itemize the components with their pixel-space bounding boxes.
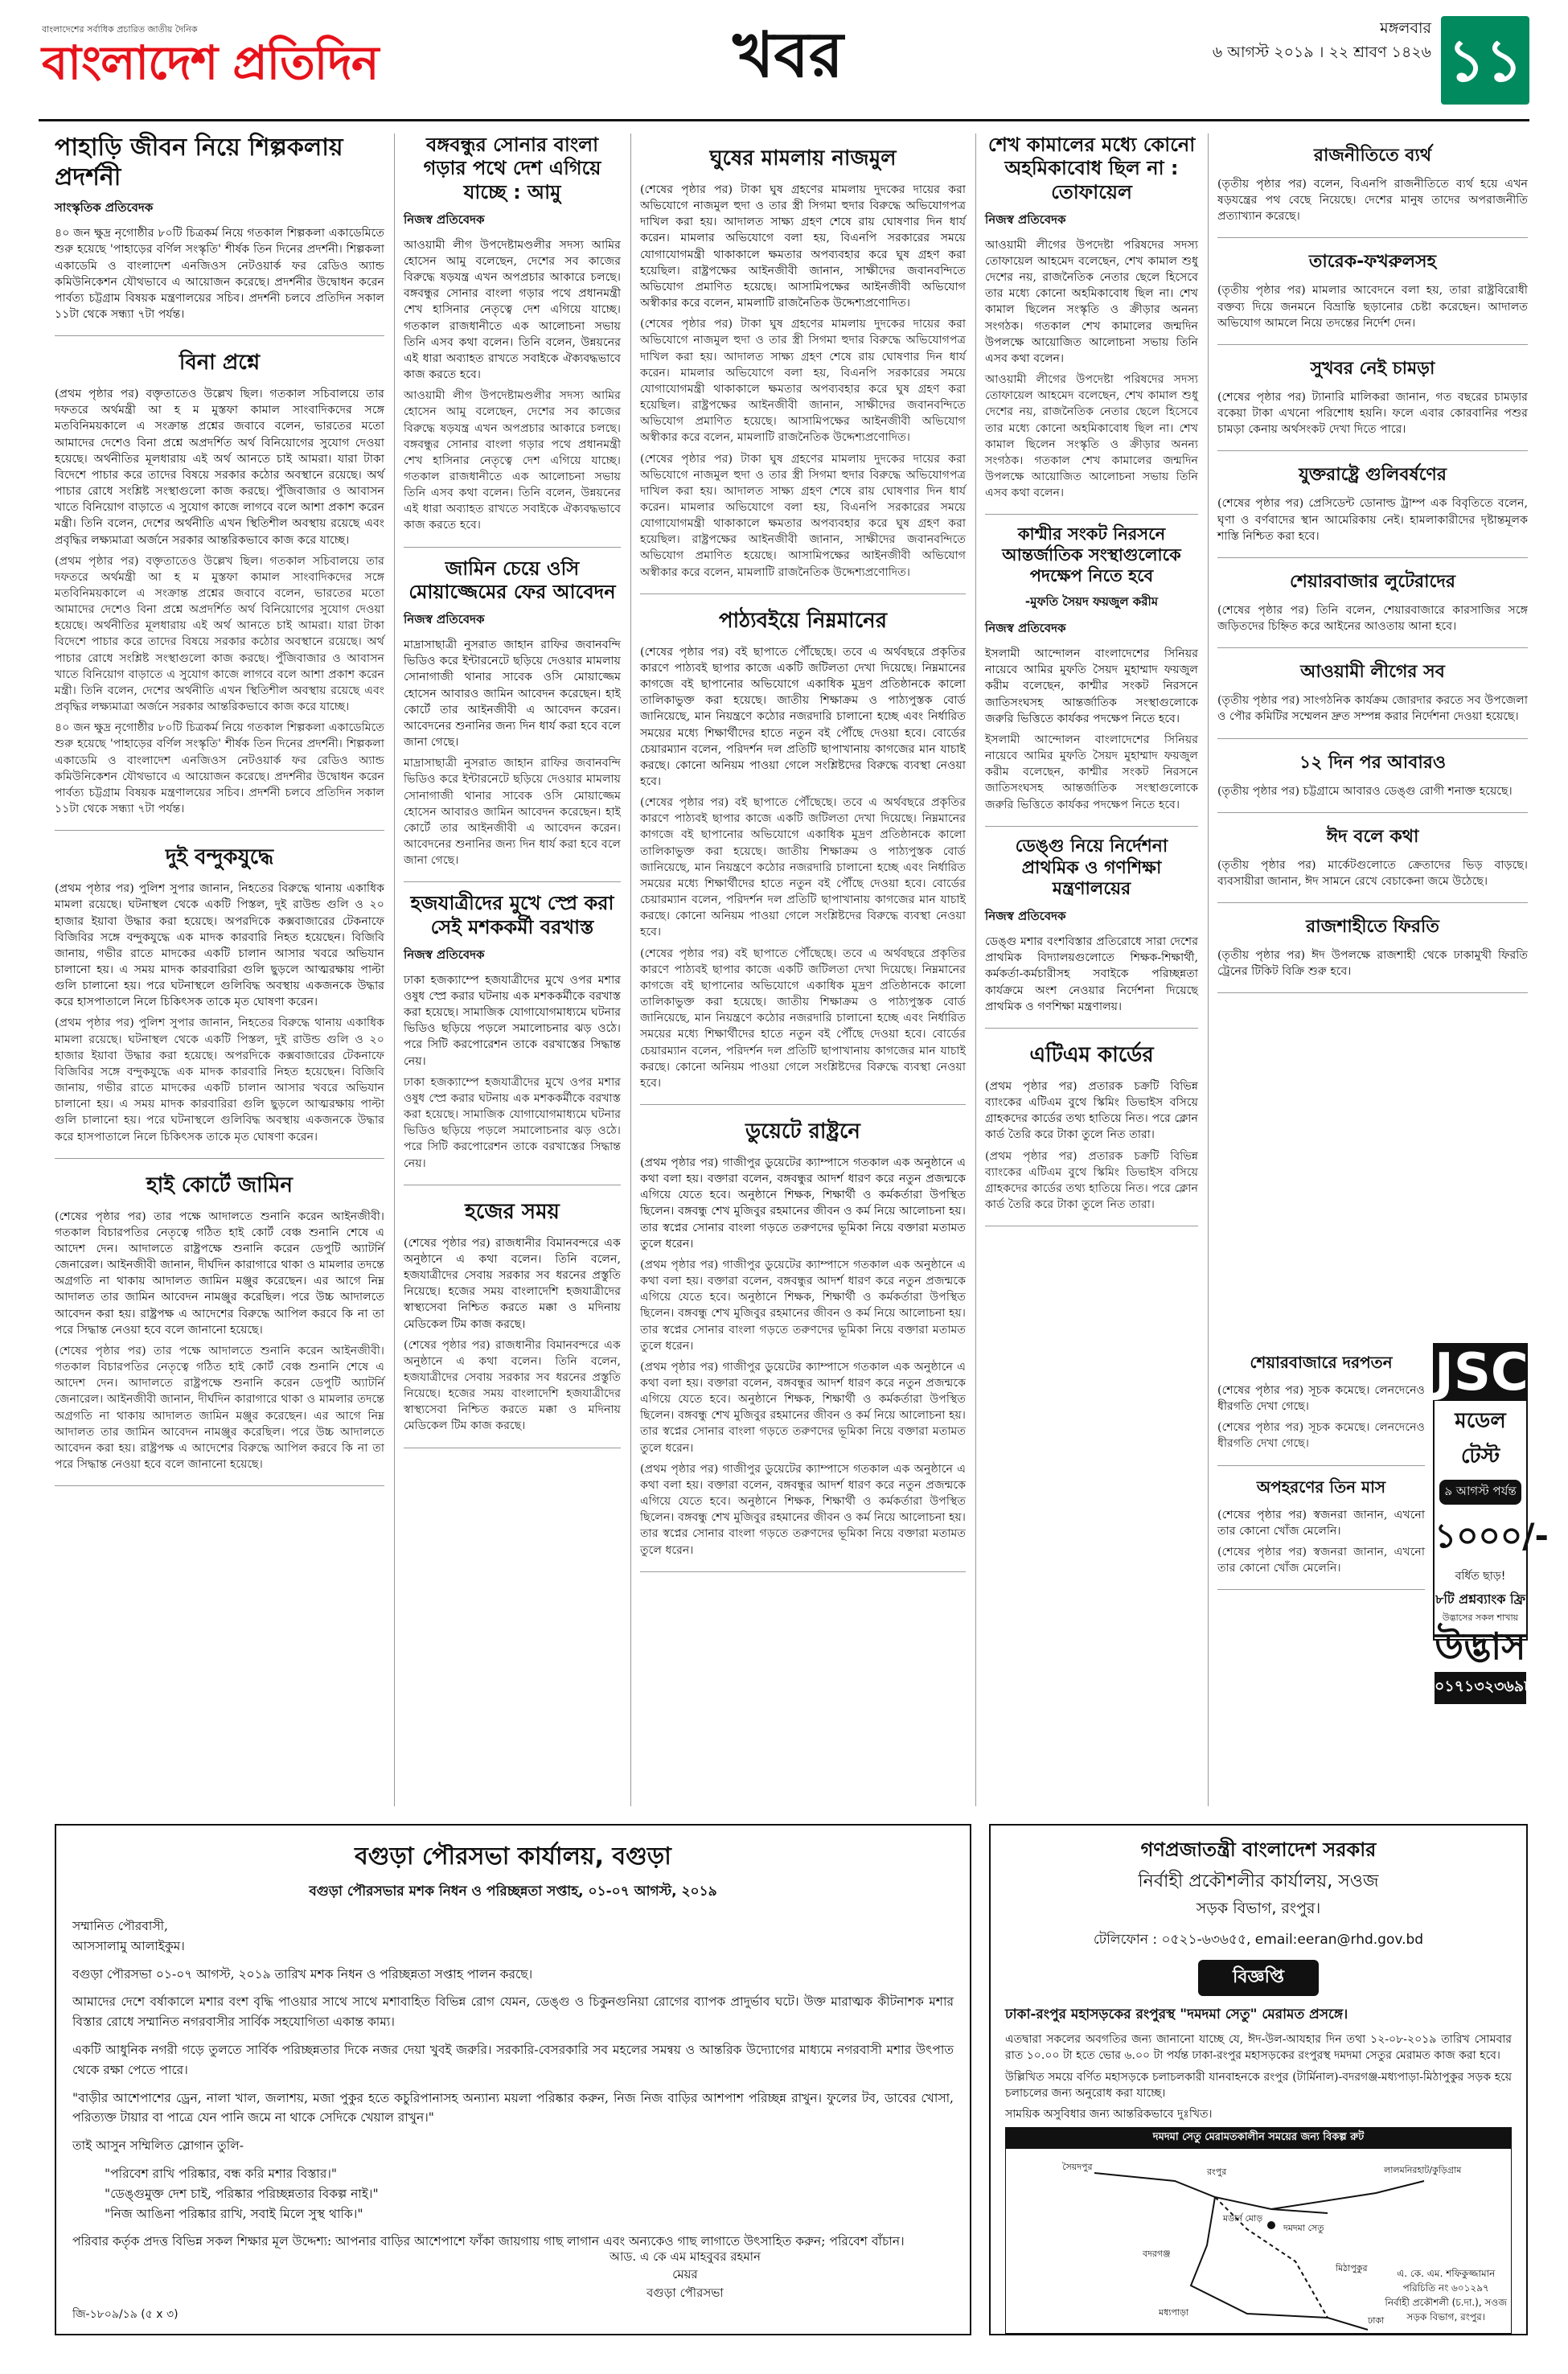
headline[interactable]: হজযাত্রীদের মুখে স্প্রে করা সেই মশককর্মী বরখাস্ত [410, 892, 614, 939]
body: (প্রথম পৃষ্ঠার পর) প্রতারক চক্রটি বিভিন্ন ব্যাংকের এটিএম বুথে স্কিমিং ডিভাইস বসিয়ে গ্রাহকদের কার্ডের তথ্য হাতিয়ে নিত। পরে ক্লোন কার্ড তৈরি করে টাকা তুলে নিত তারা। [985, 1079, 1198, 1142]
headline[interactable]: দুই বন্দুকযুদ্ধে [165, 845, 274, 870]
story-12-days [1217, 749, 1528, 813]
body: (শেষের পৃষ্ঠার পর) বই ছাপাতে পৌঁছেছে। তবে এ অর্থবছরে প্রকৃতির কারণে পাঠ্যবই ছাপার কাজে একটি জটিলতা দেখা দিয়েছে। নিম্নমানের কাগজে বই ছাপানোর অভিযোগে একাধিক মুদ্রণ প্রতিষ্ঠানকে কালো তালিকাভুক্ত করা হয়েছে। জাতীয় শিক্ষাক্রম ও পাঠ্যপুস্তক বোর্ড জানিয়েছে, মান নিয়ন্ত্রণে কঠোর নজরদারি চালানো হচ্ছে এবং নির্ধারিত সময়ের মধ্যে শিক্ষার্থীদের হাতে নতুন বই পৌঁছে দেওয়া হবে। বোর্ডের চেয়ারম্যান বলেন, পরিদর্শন দল প্রতিটি ছাপাখানায় কাগজের মান যাচাই করছে। কোনো অনিয়ম পাওয়া গেলে সংশ্লিষ্টদের বিরুদ্ধে ব্যবস্থা নেওয়া হবে। [640, 796, 966, 939]
body: মাদ্রাসাছাত্রী নুসরাত জাহান রাফির জবানবন্দি ভিডিও করে ইন্টারনেটে ছড়িয়ে দেওয়ার মামলায় সোনাগাজী থানার সাবেক ওসি মোয়াজ্জেম হোসেন আবারও জামিন আবেদন করেছেন। হাই কোর্টে তার আইনজীবী এ আবেদন করেন। আবেদনের শুনানির জন্য দিন ধার্য করা হবে বলে জানা গেছে। [404, 639, 621, 750]
road-line [1271, 2181, 1424, 2209]
ad-jsc-deadline: ৯ আগস্ট পর্যন্ত [1439, 1480, 1521, 1505]
body: (শেষের পৃষ্ঠার পর) স্বজনরা জানান, এখনো তার কোনো খোঁজ মেলেনি। [1217, 1545, 1425, 1575]
column-divider [1208, 133, 1209, 1806]
story-eid [1217, 823, 1528, 903]
body: (তৃতীয় পৃষ্ঠার পর) মামলার আবেদনে বলা হয়, তারা রাষ্ট্রবিরোধী বক্তব্য দিয়ে জনমনে বিভ্রান্তি ছড়ানোর চেষ্টা করেছেন। আদালত অভিযোগ আমলে নিয়ে তদন্তের নির্দেশ দেন। [1217, 284, 1528, 330]
body: (প্রথম পৃষ্ঠার পর) পুলিশ সুপার জানান, নিহতের বিরুদ্ধে থানায় একাধিক মামলা রয়েছে। ঘটনাস্থল থেকে একটি পিস্তল, দুই রাউন্ড গুলি ও ২০ হাজার ইয়াবা উদ্ধার করা হয়েছে। অপরদিকে কক্সবাজারের টেকনাফে বিজিবির সঙ্গে বন্দুকযুদ্ধে এক মাদক কারবারি নিহত হয়েছেন। বিজিবি জানায়, গভীর রাতে মাদকের একটি চালান আসার খবরে অভিযান চালানো হয়। এ সময় মাদক কারবারিরা গুলি ছুড়লে আত্মরক্ষায় পাল্টা গুলি চালানো হয়। পরে ঘটনাস্থলে গুলিবিদ্ধ অবস্থায় একজনকে উদ্ধার করে হাসপাতালে নিলে চিকিৎসক তাকে মৃত ঘোষণা করেন। [55, 1017, 384, 1144]
byline: সাংস্কৃতিক প্রতিবেদক [55, 200, 154, 216]
headline[interactable]: সুখবর নেই চামড়া [1310, 358, 1435, 379]
body: (শেষের পৃষ্ঠার পর) টাকা ঘুষ গ্রহণের মামলায় দুদকের দায়ের করা অভিযোগে নাজমুল হুদা ও তার স্ত্রী সিগমা হুদার বিরুদ্ধে অভিযোগপত্র দাখিল করা হয়। আদালত সাক্ষ্য গ্রহণ শেষে রায় ঘোষণার দিন ধার্য করেন। মামলার অভিযোগে বলা হয়, বিএনপি সরকারের সময়ে যোগাযোগমন্ত্রী থাকাকালে ক্ষমতার অপব্যবহার করে ঘুষ গ্রহণ করা হয়েছিল। রাষ্ট্রপক্ষের আইনজীবী জানান, সাক্ষীদের জবানবন্দিতে অভিযোগ প্রমাণিত হয়েছে। আসামিপক্ষের আইনজীবী অভিযোগ অস্বীকার করে বলেন, মামলাটি রাজনৈতিক উদ্দেশ্যপ্রণোদিত। [640, 183, 966, 310]
gov-paragraph: সাময়িক অসুবিধার জন্য আন্তরিকভাবে দুঃখিত। [1005, 2108, 1213, 2121]
map-label-domdoma-bridge: দমদমা সেতু [1283, 2223, 1324, 2234]
page-number: ১১ [1441, 16, 1529, 105]
body: ৪০ জন ক্ষুদ্র নৃগোষ্ঠীর ৮০টি চিত্রকর্ম নিয়ে গতকাল শিল্পকলা একাডেমিতে শুরু হয়েছে 'পাহাড়ের বর্ণিল সংস্কৃতি' শীর্ষক তিন দিনের প্রদর্শনী। শিল্পকলা একাডেমি ও বাংলাদেশ এনজিওস নেটওয়ার্ক ফর রেডিও অ্যান্ড কমিউনিকেশন যৌথভাবে এ আয়োজন করেছে। প্রদর্শনীর উদ্বোধন করেন পার্বত্য চট্টগ্রাম বিষয়ক মন্ত্রণালয়ের সচিব। প্রদর্শনী চলবে প্রতিদিন সকাল ১১টা থেকে সন্ধ্যা ৭টা পর্যন্ত। [55, 721, 384, 816]
gov-office: নির্বাহী প্রকৌশলীর কার্যালয়, সওজ [1138, 1871, 1379, 1891]
headline[interactable]: পাহাড়ি জীবন নিয়ে শিল্পকলায় প্রদর্শনী [55, 133, 343, 191]
route-map-title: দমদমা সেতু মেরামতকালীন সময়ের জন্য বিকল্প রুট [1005, 2127, 1512, 2149]
body: ঢাকা হজক্যাম্পে হজযাত্রীদের মুখে ওপর মশার ওষুধ স্প্রে করার ঘটনায় এক মশককর্মীকে বরখাস্ত করা হয়েছে। সামাজিক যোগাযোগমাধ্যমে ঘটনার ভিডিও ছড়িয়ে পড়লে সমালোচনার ঝড় ওঠে। পরে সিটি করপোরেশন তাকে বরখাস্তের সিদ্ধান্ত নেয়। [404, 973, 621, 1068]
body: (শেষের পৃষ্ঠার পর) রাজধানীর বিমানবন্দরে এক অনুষ্ঠানে এ কথা বলেন। তিনি বলেন, হজযাত্রীদের সেবায় সরকার সব ধরনের প্রস্তুতি নিয়েছে। হজের সময় বাংলাদেশি হজযাত্রীদের স্বাস্থ্যসেবা নিশ্চিত করতে মক্কা ও মদিনায় মেডিকেল টিম কাজ করছে। [404, 1338, 621, 1433]
signatory-title: মেয়র [672, 2267, 698, 2282]
body: আওয়ামী লীগ উপদেষ্টামণ্ডলীর সদস্য আমির হোসেন আমু বলেছেন, দেশের সব কাজের বিরুদ্ধে ষড়যন্ত্র এখন অপপ্রচার আকারে চলছে। বঙ্গবন্ধুর সোনার বাংলা গড়ার পথে প্রধানমন্ত্রী শেখ হাসিনার নেতৃত্বে দেশ এগিয়ে যাচ্ছে। গতকাল রাজধানীতে এক আলোচনা সভায় তিনি এসব কথা বলেন। তিনি বলেন, উন্নয়নের এই ধারা অব্যাহত রাখতে সবাইকে ঐক্যবদ্ধভাবে কাজ করতে হবে। [404, 238, 621, 382]
map-label-saidpur: সৈয়দপুর [1062, 2162, 1093, 2173]
body: (শেষের পৃষ্ঠার পর) টাকা ঘুষ গ্রহণের মামলায় দুদকের দায়ের করা অভিযোগে নাজমুল হুদা ও তার স্ত্রী সিগমা হুদার বিরুদ্ধে অভিযোগপত্র দাখিল করা হয়। আদালত সাক্ষ্য গ্রহণ শেষে রায় ঘোষণার দিন ধার্য করেন। মামলার অভিযোগে বলা হয়, বিএনপি সরকারের সময়ে যোগাযোগমন্ত্রী থাকাকালে ক্ষমতার অপব্যবহার করে ঘুষ গ্রহণ করা হয়েছিল। রাষ্ট্রপক্ষের আইনজীবী জানান, সাক্ষীদের জবানবন্দিতে অভিযোগ প্রমাণিত হয়েছে। আসামিপক্ষের আইনজীবী অভিযোগ অস্বীকার করে বলেন, মামলাটি রাজনৈতিক উদ্দেশ্যপ্রণোদিত। [640, 318, 966, 445]
dateline [1213, 16, 1431, 65]
body: (তৃতীয় পৃষ্ঠার পর) সাংগঠনিক কার্যক্রম জোরদার করতে সব উপজেলা ও পৌর কমিটির সম্মেলন দ্রুত সম্পন্ন করার নির্দেশনা দেওয়া হয়েছে। [1217, 694, 1528, 724]
body: (প্রথম পৃষ্ঠার পর) বক্তৃতাতেও উল্লেখ ছিল। গতকাল সচিবালয়ে তার দফতরে অর্থমন্ত্রী আ হ ম মুস্তফা কামাল সাংবাদিকদের সঙ্গে মতবিনিময়কালে এ সংক্রান্ত প্রশ্নের জবাবে বলেন, ভারতের মতো আমাদের দেশেও বিনা প্রশ্নে অপ্রদর্শিত অর্থ বিনিয়োগের সুযোগ দেওয়া হয়েছে। অর্থনীতির মূলধারায় এই অর্থ আনতে চাই আমরা। যারা টাকা বিদেশে পাচার করে তাদের বিষয়ে সরকার কঠোর অবস্থানে রয়েছে। অর্থ পাচার রোধে সংশ্লিষ্ট সংস্থাগুলো কাজ করছে। পুঁজিবাজার ও আবাসন খাতে বিনিয়োগ বাড়াতে এ সুযোগ কাজে লাগবে বলে আশা প্রকাশ করেন মন্ত্রী। তিনি বলেন, দেশের অর্থনীতি এখন স্থিতিশীল অবস্থায় রয়েছে এবং প্রবৃদ্ধির লক্ষ্যমাত্রা অর্জনে সরকার আন্তরিকভাবে কাজ করে যাচ্ছে। [55, 554, 384, 714]
gov-subject: ঢাকা-রংপুর মহাসড়কের রংপুরস্থ "দমদমা সেতু" মেরামত প্রসঙ্গে। [1005, 2006, 1348, 2023]
quote-attribution: -মুফতি সৈয়দ ফয়জুল করীম [1024, 594, 1159, 610]
body: ৪০ জন ক্ষুদ্র নৃগোষ্ঠীর ৮০টি চিত্রকর্ম নিয়ে গতকাল শিল্পকলা একাডেমিতে শুরু হয়েছে 'পাহাড়ের বর্ণিল সংস্কৃতি' শীর্ষক তিন দিনের প্রদর্শনী। শিল্পকলা একাডেমি ও বাংলাদেশ এনজিওস নেটওয়ার্ক ফর রেডিও অ্যান্ড কমিউনিকেশন যৌথভাবে এ আয়োজন করেছে। প্রদর্শনীর উদ্বোধন করেন পার্বত্য চট্টগ্রাম বিষয়ক মন্ত্রণালয়ের সচিব। প্রদর্শনী চলবে প্রতিদিন সকাল ১১টা থেকে সন্ধ্যা ৭টা পর্যন্ত। [55, 227, 384, 321]
body: (শেষের পৃষ্ঠার পর) সূচক কমেছে। লেনদেনেও ধীরগতি দেখা গেছে। [1217, 1421, 1425, 1451]
headline[interactable]: পাঠ্যবইয়ে নিম্নমানের [718, 608, 887, 633]
notice-subtitle: বগুড়া পৌরসভার মশক নিধন ও পরিচ্ছন্নতা সপ্তাহ, ০১-০৭ আগস্ট, ২০১৯ [309, 1883, 717, 1900]
column-2 [404, 133, 621, 1806]
body: মাদ্রাসাছাত্রী নুসরাত জাহান রাফির জবানবন্দি ভিডিও করে ইন্টারনেটে ছড়িয়ে দেওয়ার মামলায় সোনাগাজী থানার সাবেক ওসি মোয়াজ্জেম হোসেন আবারও জামিন আবেদন করেছেন। হাই কোর্টে তার আইনজীবী এ আবেদন করেন। আবেদনের শুনানির জন্য দিন ধার্য করা হবে বলে জানা গেছে। [404, 757, 621, 868]
newspaper-logo[interactable] [42, 23, 428, 111]
headline[interactable]: ঘুষের মামলায় নাজমুল [709, 146, 897, 170]
body: (প্রথম পৃষ্ঠার পর) পুলিশ সুপার জানান, নিহতের বিরুদ্ধে থানায় একাধিক মামলা রয়েছে। ঘটনাস্থল থেকে একটি পিস্তল, দুই রাউন্ড গুলি ও ২০ হাজার ইয়াবা উদ্ধার করা হয়েছে। অপরদিকে কক্সবাজারের টেকনাফে বিজিবির সঙ্গে বন্দুকযুদ্ধে এক মাদক কারবারি নিহত হয়েছেন। বিজিবি জানায়, গভীর রাতে মাদকের একটি চালান আসার খবরে অভিযান চালানো হয়। এ সময় মাদক কারবারিরা গুলি ছুড়লে আত্মরক্ষায় পাল্টা গুলি চালানো হয়। পরে ঘটনাস্থলে গুলিবিদ্ধ অবস্থায় একজনকে উদ্ধার করে হাসপাতালে নিলে চিকিৎসক তাকে মৃত ঘোষণা করেন। [55, 882, 384, 1009]
story-amu [404, 133, 621, 548]
section-title: খবর [733, 19, 844, 92]
ad-jsc-brand: উদ্ভাস [1435, 1624, 1526, 1669]
headline[interactable]: ১২ দিন পর আবারও [1299, 752, 1447, 773]
gov-signatory-title: নির্বাহী প্রকৌশলী (চ.দা.), সওজ [1385, 2297, 1507, 2308]
notice-paragraph: একটি আধুনিক নগরী গড়ে তুলতে সার্বিক পরিচ্ছন্নতার দিকে নজর দেয়া খুবই জরুরি। সরকারি-বেসরকারি সব মহলের সমন্বয় ও আন্তরিক উদ্যোগের মাধ্যমে নগরবাসী মশার উৎপাত থেকে রক্ষা পেতে পারে। [72, 2042, 954, 2077]
notice-paragraph: পরিবার কর্তৃক প্রদত্ত বিভিন্ন সকল শিক্ষার মূল উদ্দেশ্য: আপনার বাড়ির আশেপাশে ফাঁকা জায়গায় গাছ লাগান এবং অন্যকেও গাছ লাগাতে উৎসাহিত করুন; পরিবেশ বাঁচান। [72, 2234, 905, 2249]
logo-tagline: বাংলাদেশের সর্বাধিক প্রচারিত জাতীয় দৈনিক [42, 24, 198, 35]
column-5 [1217, 133, 1528, 1332]
logo-brand: বাংলাদেশ প্রতিদিন [42, 35, 379, 90]
notice-signature [610, 2248, 761, 2302]
story-awami-league [1217, 658, 1528, 738]
body: ইসলামী আন্দোলন বাংলাদেশের সিনিয়র নায়েবে আমির মুফতি সৈয়দ মুহাম্মাদ ফয়জুল করীম বলেছেন, কাশ্মীর সংকট নিরসনে জাতিসংঘসহ আন্তর্জাতিক সংস্থাগুলোকে জরুরি ভিত্তিতে কার্যকর পদক্ষেপ নিতে হবে। [985, 733, 1198, 811]
body: (তৃতীয় পৃষ্ঠার পর) চট্টগ্রামে আবারও ডেঙ্গু রোগী শনাক্ত হয়েছে। [1217, 784, 1513, 798]
story-high-court-bail [55, 1169, 384, 1487]
body: ঢাকা হজক্যাম্পে হজযাত্রীদের মুখে ওপর মশার ওষুধ স্প্রে করার ঘটনায় এক মশককর্মীকে বরখাস্ত করা হয়েছে। সামাজিক যোগাযোগমাধ্যমে ঘটনার ভিডিও ছড়িয়ে পড়লে সমালোচনার ঝড় ওঠে। পরে সিটি করপোরেশন তাকে বরখাস্তের সিদ্ধান্ত নেয়। [404, 1075, 621, 1170]
ad-jsc-subheading: মডেল টেস্ট [1455, 1409, 1506, 1469]
signatory-name: আড. এ কে এম মাহবুবর রহমান [609, 2249, 761, 2264]
byline: নিজস্ব প্রতিবেদক [404, 612, 485, 627]
body: (প্রথম পৃষ্ঠার পর) গাজীপুর ডুয়েটের ক্যাম্পাসে গতকাল এক অনুষ্ঠানে এ কথা বলা হয়। বক্তারা বলেন, বঙ্গবন্ধুর আদর্শ ধারণ করে নতুন প্রজন্মকে এগিয়ে যেতে হবে। অনুষ্ঠানে শিক্ষক, শিক্ষার্থী ও কর্মকর্তারা উপস্থিত ছিলেন। বঙ্গবন্ধু শেখ মুজিবুর রহমানের জীবন ও কর্ম নিয়ে আলোচনা হয়। তার স্বপ্নের সোনার বাংলা গড়তে তরুণদের ভূমিকা নিয়ে বক্তারা মতামত তুলে ধরেন। [640, 1156, 966, 1251]
map-label-mithapukur: মিঠাপুকুর [1336, 2263, 1368, 2274]
byline: নিজস্ব প্রতিবেদক [404, 947, 485, 962]
ad-jsc-price: ১০০০/- [1435, 1516, 1549, 1556]
ad-jsc-discount: বর্ধিত ছাড়! [1455, 1570, 1506, 1583]
headline[interactable]: আওয়ামী লীগের সব [1300, 662, 1445, 683]
story-dengue-directive [985, 836, 1198, 1029]
gov-signatory-id: পরিচিতি নং ৬০১২৯৭ [1402, 2282, 1489, 2294]
body: আওয়ামী লীগ উপদেষ্টামণ্ডলীর সদস্য আমির হোসেন আমু বলেছেন, দেশের সব কাজের বিরুদ্ধে ষড়যন্ত্র এখন অপপ্রচার আকারে চলছে। বঙ্গবন্ধুর সোনার বাংলা গড়ার পথে প্রধানমন্ত্রী শেখ হাসিনার নেতৃত্বে দেশ এগিয়ে যাচ্ছে। গতকাল রাজধানীতে এক আলোচনা সভায় তিনি এসব কথা বলেন। তিনি বলেন, উন্নয়নের এই ধারা অব্যাহত রাখতে সবাইকে ঐক্যবদ্ধভাবে কাজ করতে হবে। [404, 389, 621, 532]
story-pahari-exhibition [55, 133, 384, 336]
date: ৬ আগস্ট ২০১৯ । ২২ শ্রাবণ ১৪২৬ [1212, 43, 1431, 62]
headline[interactable]: হাই কোর্টে জামিন [146, 1173, 293, 1197]
bridge-marker [1267, 2221, 1275, 2229]
headline[interactable]: অপহরণের তিন মাস [1256, 1477, 1386, 1497]
body: (তৃতীয় পৃষ্ঠার পর) ঈদ উপলক্ষে রাজশাহী থেকে ঢাকামুখী ফিরতি ট্রেনের টিকিট বিক্রি শুরু হবে। [1217, 948, 1528, 979]
body: (শেষের পৃষ্ঠার পর) তার পক্ষে আদালতে শুনানি করেন আইনজীবী। গতকাল বিচারপতির নেতৃত্বে গঠিত হাই কোর্ট বেঞ্চ শুনানি শেষে এ আদেশ দেন। আদালতে রাষ্ট্রপক্ষে শুনানি করেন ডেপুটি অ্যাটর্নি জেনারেল। আইনজীবী জানান, দীর্ঘদিন কারাগারে থাকা ও মামলার তদন্তে অগ্রগতি না থাকায় আদালত জামিন মঞ্জুর করেছেন। এর আগে নিম্ন আদালত তার জামিন আবেদন নামঞ্জুর করেছিল। পরে উচ্চ আদালতে আবেদন করা হয়। রাষ্ট্রপক্ষ এ আদেশের বিরুদ্ধে আপিল করবে কি না তা পরে সিদ্ধান্ত নেওয়া হবে বলে জানানো হয়েছে। [55, 1210, 384, 1337]
body: (প্রথম পৃষ্ঠার পর) প্রতারক চক্রটি বিভিন্ন ব্যাংকের এটিএম বুথে স্কিমিং ডিভাইস বসিয়ে গ্রাহকদের কার্ডের তথ্য হাতিয়ে নিত। পরে ক্লোন কার্ড তৈরি করে টাকা তুলে নিত তারা। [985, 1149, 1198, 1212]
map-label-moddhopara: মধ্যপাড়া [1159, 2307, 1189, 2319]
headline[interactable]: এটিএম কার্ডের [1029, 1042, 1154, 1067]
story-oc-moazzem [404, 557, 621, 883]
map-label-modern-mor: মডার্ন মোড় [1223, 2213, 1263, 2224]
column-5-lower [1217, 1343, 1425, 1806]
column-1 [55, 133, 384, 1806]
story-atm-card [985, 1038, 1198, 1226]
headline[interactable]: রাজনীতিতে ব্যর্থ [1313, 146, 1432, 166]
gov-paragraph: উল্লিখিত সময়ে বর্ণিত মহাসড়কে চলাচলকারী যানবাহনকে রংপুর (টার্মিনাল)-বদরগঞ্জ-মধ্যপাড়া-মিঠাপুকুর সড়ক হয়ে চলাচলের জন্য অনুরোধ করা যাচ্ছে। [1005, 2070, 1512, 2100]
ad-jsc-heading: JSC [1435, 1343, 1529, 1403]
column-3 [640, 133, 966, 1806]
story-rajshahi [1217, 913, 1528, 993]
byline: নিজস্ব প্রতিবেদক [985, 909, 1066, 924]
column-divider [394, 133, 395, 1806]
gov-paragraph: এতদ্বারা সকলের অবগতির জন্য জানানো যাচ্ছে যে, ঈদ-উল-আযহার দিন তথা ১২-০৮-২০১৯ তারিখ সোমবার রাত ১০.০০ টা হতে ভোর ৬.০০ টা পর্যন্ত ঢাকা-রংপুর মহাসড়কের রংপুরস্থ দমদমা সেতুর মেরামত কাজ করা হবে। [1005, 2033, 1512, 2063]
notice-slogans: "পরিবেশ রাখি পরিষ্কার, বন্ধ করি মশার বিস্তার।" "ডেঙ্গুমুক্ত দেশ চাই, পরিষ্কার পরিচ্ছন্নতার বিকল্প নাই।" "নিজ আঙিনা পরিষ্কার রাখি, সবাই মিলে সুস্থ থাকি।" [105, 2166, 379, 2221]
headline[interactable]: ডুয়েটে রাষ্ট্রনে [745, 1119, 860, 1144]
headline[interactable]: বঙ্গবন্ধুর সোনার বাংলা গড়ার পথে দেশ এগিয়ে যাচ্ছে : আমু [423, 133, 601, 203]
byline: নিজস্ব প্রতিবেদক [985, 212, 1066, 227]
road-line [1328, 2318, 1368, 2330]
gov-title: গণপ্রজাতন্ত্রী বাংলাদেশ সরকার [1140, 1838, 1377, 1861]
story-dui-bondukjuddhe [55, 840, 384, 1159]
map-label-dhaka: ঢাকা [1368, 2315, 1385, 2327]
headline[interactable]: যুক্তরাষ্ট্রে গুলিবর্ষণের [1299, 465, 1447, 486]
headline[interactable]: হজের সময় [465, 1199, 560, 1224]
body: (শেষের পৃষ্ঠার পর) প্রেসিডেন্ট ডোনাল্ড ট্রাম্প এক বিবৃতিতে বলেন, ঘৃণা ও বর্ণবাদের স্থান আমেরিকায় নেই। হামলাকারীদের দৃষ্টান্তমূলক শাস্তি নিশ্চিত করা হবে। [1217, 497, 1528, 543]
headline[interactable]: শেয়ারবাজার লুটেরাদের [1289, 571, 1456, 592]
notice-badge: বিজ্ঞপ্তি [1198, 1960, 1319, 1996]
notice-greeting: সম্মানিত পৌরবাসী, আসসালামু আলাইকুম। [72, 1919, 185, 1953]
headline[interactable]: শেখ কামালের মধ্যে কোনো অহমিকাবোধ ছিল না : তোফায়েল [987, 133, 1196, 203]
body: (তৃতীয় পৃষ্ঠার পর) মার্কেটগুলোতে ক্রেতাদের ভিড় বাড়ছে। ব্যবসায়ীরা জানান, ঈদ সামনে রেখে বেচাকেনা জমে উঠেছে। [1217, 858, 1528, 888]
story-share-looters [1217, 568, 1528, 648]
body: (শেষের পৃষ্ঠার পর) তার পক্ষে আদালতে শুনানি করেন আইনজীবী। গতকাল বিচারপতির নেতৃত্বে গঠিত হাই কোর্ট বেঞ্চ শুনানি শেষে এ আদেশ দেন। আদালতে রাষ্ট্রপক্ষে শুনানি করেন ডেপুটি অ্যাটর্নি জেনারেল। আইনজীবী জানান, দীর্ঘদিন কারাগারে থাকা ও মামলার তদন্তে অগ্রগতি না থাকায় আদালত জামিন মঞ্জুর করেছেন। এর আগে নিম্ন আদালত তার জামিন আবেদন নামঞ্জুর করেছিল। পরে উচ্চ আদালতে আবেদন করা হয়। রাষ্ট্রপক্ষ এ আদেশের বিরুদ্ধে আপিল করবে কি না তা পরে সিদ্ধান্ত নেওয়া হবে বলে জানানো হয়েছে। [55, 1344, 384, 1472]
column-divider [975, 133, 976, 1806]
story-hajj-spray [404, 892, 621, 1185]
headline[interactable]: কাশ্মীর সংকট নিরসনে আন্তর্জাতিক সংস্থাগুলোকে পদক্ষেপ নিতে হবে [1002, 524, 1181, 585]
story-tarek-fakhrul [1217, 248, 1528, 344]
notice-paragraph: "বাড়ীর আশেপাশের ড্রেন, নালা খাল, জলাশয়, মজা পুকুর হতে কচুরিপানাসহ অন্যান্য ময়লা পরিষ্কার করুন, নিজ নিজ বাড়ির আশপাশ পরিচ্ছন্ন রাখুন। ফুলের টব, ডাবের খোসা, পরিত্যক্ত টায়ার বা পাত্রে যেন পানি জমে না থাকে সেদিকে খেয়াল রাখুন।" [72, 2090, 954, 2126]
header-rule [39, 119, 1529, 121]
signatory-org: বগুড়া পৌরসভা [646, 2285, 724, 2300]
jsc-advertisement[interactable] [1433, 1343, 1549, 1695]
headline[interactable]: ঈদ বলে কথা [1326, 826, 1419, 847]
story-hajj-time [404, 1195, 621, 1448]
story-duet [640, 1115, 966, 1572]
notice-paragraph: বগুড়া পৌরসভা ০১-০৭ আগস্ট, ২০১৯ তারিখ মশক নিধন ও পরিচ্ছন্নতা সপ্তাহ পালন করছে। [72, 1966, 533, 1982]
notice-paragraph: আমাদের দেশে বর্ষাকালে মশার বংশ বৃদ্ধি পাওয়ার সাথে সাথে মশাবাহিত বিভিন্ন রোগ যেমন, ডেঙ্গু ও চিকুনগুনিয়া রোগের ব্যাপক প্রাদুর্ভাব ঘটে। উক্ত মারাত্মক কীটনাশক মশার বিস্তার রোধে সম্মানিত নগরবাসীর সার্বিক সহযোগিতা একান্ত কাম্য। [72, 1994, 954, 2030]
weekday: মঙ্গলবার [1380, 19, 1431, 37]
story-bina-proshne [55, 346, 384, 831]
body: (প্রথম পৃষ্ঠার পর) গাজীপুর ডুয়েটের ক্যাম্পাসে গতকাল এক অনুষ্ঠানে এ কথা বলা হয়। বক্তারা বলেন, বঙ্গবন্ধুর আদর্শ ধারণ করে নতুন প্রজন্মকে এগিয়ে যেতে হবে। অনুষ্ঠানে শিক্ষক, শিক্ষার্থী ও কর্মকর্তারা উপস্থিত ছিলেন। বঙ্গবন্ধু শেখ মুজিবুর রহমানের জীবন ও কর্ম নিয়ে আলোচনা হয়। তার স্বপ্নের সোনার বাংলা গড়তে তরুণদের ভূমিকা নিয়ে বক্তারা মতামত তুলে ধরেন। [640, 1360, 966, 1455]
body: (প্রথম পৃষ্ঠার পর) গাজীপুর ডুয়েটের ক্যাম্পাসে গতকাল এক অনুষ্ঠানে এ কথা বলা হয়। বক্তারা বলেন, বঙ্গবন্ধুর আদর্শ ধারণ করে নতুন প্রজন্মকে এগিয়ে যেতে হবে। অনুষ্ঠানে শিক্ষক, শিক্ষার্থী ও কর্মকর্তারা উপস্থিত ছিলেন। বঙ্গবন্ধু শেখ মুজিবুর রহমানের জীবন ও কর্ম নিয়ে আলোচনা হয়। তার স্বপ্নের সোনার বাংলা গড়তে তরুণদের ভূমিকা নিয়ে বক্তারা মতামত তুলে ধরেন। [640, 1258, 966, 1353]
gov-signature [1385, 2266, 1507, 2324]
headline[interactable]: শেয়ারবাজারে দরপতন [1250, 1353, 1393, 1372]
body: (তৃতীয় পৃষ্ঠার পর) বলেন, বিএনপি রাজনীতিতে ব্যর্থ হয়ে এখন ষড়যন্ত্রের পথ বেছে নিয়েছে। দেশের মানুষ তাদের অপরাজনীতি প্রত্যাখ্যান করেছে। [1217, 178, 1528, 224]
story-sheikh-kamal [985, 133, 1198, 515]
body: ইসলামী আন্দোলন বাংলাদেশের সিনিয়র নায়েবে আমির মুফতি সৈয়দ মুহাম্মাদ ফয়জুল করীম বলেছেন, কাশ্মীর সংকট নিরসনে জাতিসংঘসহ আন্তর্জাতিক সংস্থাগুলোকে জরুরি ভিত্তিতে কার্যকর পদক্ষেপ নিতে হবে। [985, 647, 1198, 725]
government-notice [989, 1824, 1528, 2335]
story-najmul-bribe [640, 142, 966, 594]
gov-signatory-office: সড়ক বিভাগ, রংপুর। [1406, 2311, 1485, 2323]
story-leather [1217, 355, 1528, 451]
gov-contact[interactable]: টেলিফোন : ০৫২১-৬৩৬৫৫, email:eeran@rhd.gov.bd [1093, 1932, 1424, 1948]
story-us-shooting [1217, 461, 1528, 557]
notice-title: বগুড়া পৌরসভা কার্যালয়, বগুড়া [355, 1842, 671, 1871]
map-label-rangpur: রংপুর [1207, 2167, 1227, 2178]
body: (শেষের পৃষ্ঠার পর) তিনি বলেন, শেয়ারবাজারে কারসাজির সঙ্গে জড়িতদের চিহ্নিত করে আইনের আওতায় আনা হবে। [1217, 603, 1528, 634]
notice-reference: জি-১৮০৯/১৯ (৫ x ৩) [72, 2308, 179, 2321]
headline[interactable]: রাজশাহীতে ফিরতি [1306, 916, 1439, 937]
masthead [0, 0, 1568, 137]
body: (শেষের পৃষ্ঠার পর) ট্যানারি মালিকরা জানান, গত বছরের চামড়ার বকেয়া টাকা এখনো পরিশোধ হয়নি। ফলে এবার কোরবানির পশুর চামড়া কেনায় অর্থসংকট দেখা দিতে পারে। [1217, 390, 1528, 437]
map-label-badarganj: বদরগঞ্জ [1143, 2249, 1171, 2260]
gov-division: সড়ক বিভাগ, রংপুর। [1196, 1900, 1321, 1917]
story-rajniti [1217, 142, 1528, 238]
column-divider [630, 133, 631, 1806]
body: ডেঙ্গু মশার বংশবিস্তার প্রতিরোধে সারা দেশের প্রাথমিক বিদ্যালয়গুলোতে শিক্ষক-শিক্ষার্থী, কর্মকর্তা-কর্মচারীসহ সবাইকে পরিচ্ছন্নতা কার্যক্রমে অংশ নেওয়ার নির্দেশনা দিয়েছে প্রাথমিক ও গণশিক্ষা মন্ত্রণালয়। [985, 935, 1198, 1013]
headline[interactable]: বিনা প্রশ্নে [179, 351, 261, 376]
body: (শেষের পৃষ্ঠার পর) বই ছাপাতে পৌঁছেছে। তবে এ অর্থবছরে প্রকৃতির কারণে পাঠ্যবই ছাপার কাজে একটি জটিলতা দেখা দিয়েছে। নিম্নমানের কাগজে বই ছাপানোর অভিযোগে একাধিক মুদ্রণ প্রতিষ্ঠানকে কালো তালিকাভুক্ত করা হয়েছে। জাতীয় শিক্ষাক্রম ও পাঠ্যপুস্তক বোর্ড জানিয়েছে, মান নিয়ন্ত্রণে কঠোর নজরদারি চালানো হচ্ছে এবং নির্ধারিত সময়ের মধ্যে শিক্ষার্থীদের হাতে নতুন বই পৌঁছে দেওয়া হবে। বোর্ডের চেয়ারম্যান বলেন, পরিদর্শন দল প্রতিটি ছাপাখানায় কাগজের মান যাচাই করছে। কোনো অনিয়ম পাওয়া গেলে সংশ্লিষ্টদের বিরুদ্ধে ব্যবস্থা নেওয়া হবে। [640, 947, 966, 1090]
body: (শেষের পৃষ্ঠার পর) রাজধানীর বিমানবন্দরে এক অনুষ্ঠানে এ কথা বলেন। তিনি বলেন, হজযাত্রীদের সেবায় সরকার সব ধরনের প্রস্তুতি নিয়েছে। হজের সময় বাংলাদেশি হজযাত্রীদের স্বাস্থ্যসেবা নিশ্চিত করতে মক্কা ও মদিনায় মেডিকেল টিম কাজ করছে। [404, 1236, 621, 1331]
story-abduction [1217, 1476, 1425, 1591]
body: (শেষের পৃষ্ঠার পর) সূচক কমেছে। লেনদেনেও ধীরগতি দেখা গেছে। [1217, 1384, 1425, 1414]
notice-paragraph: তাই আসুন সম্মিলিত স্লোগান তুলি- [72, 2138, 244, 2154]
story-textbook [640, 604, 966, 1105]
body: (প্রথম পৃষ্ঠার পর) বক্তৃতাতেও উল্লেখ ছিল। গতকাল সচিবালয়ে তার দফতরে অর্থমন্ত্রী আ হ ম মুস্তফা কামাল সাংবাদিকদের সঙ্গে মতবিনিময়কালে এ সংক্রান্ত প্রশ্নের জবাবে বলেন, ভারতের মতো আমাদের দেশেও বিনা প্রশ্নে অপ্রদর্শিত অর্থ বিনিয়োগের সুযোগ দেওয়া হয়েছে। অর্থনীতির মূলধারায় এই অর্থ আনতে চাই আমরা। যারা টাকা বিদেশে পাচার করে তাদের বিষয়ে সরকার কঠোর অবস্থানে রয়েছে। অর্থ পাচার রোধে সংশ্লিষ্ট সংস্থাগুলো কাজ করছে। পুঁজিবাজার ও আবাসন খাতে বিনিয়োগ বাড়াতে এ সুযোগ কাজে লাগবে বলে আশা প্রকাশ করেন মন্ত্রী। তিনি বলেন, দেশের অর্থনীতি এখন স্থিতিশীল অবস্থায় রয়েছে এবং প্রবৃদ্ধির লক্ষ্যমাত্রা অর্জনে সরকার আন্তরিকভাবে কাজ করে যাচ্ছে। [55, 388, 384, 547]
byline: নিজস্ব প্রতিবেদক [985, 621, 1066, 636]
map-label-lalmonirhat: লালমনিরহাট/কুড়িগ্রাম [1384, 2165, 1462, 2176]
story-kashmir [985, 524, 1198, 826]
municipality-notice [55, 1824, 971, 2335]
body: (প্রথম পৃষ্ঠার পর) গাজীপুর ডুয়েটের ক্যাম্পাসে গতকাল এক অনুষ্ঠানে এ কথা বলা হয়। বক্তারা বলেন, বঙ্গবন্ধুর আদর্শ ধারণ করে নতুন প্রজন্মকে এগিয়ে যেতে হবে। অনুষ্ঠানে শিক্ষক, শিক্ষার্থী ও কর্মকর্তারা উপস্থিত ছিলেন। বঙ্গবন্ধু শেখ মুজিবুর রহমানের জীবন ও কর্ম নিয়ে আলোচনা হয়। তার স্বপ্নের সোনার বাংলা গড়তে তরুণদের ভূমিকা নিয়ে বক্তারা মতামত তুলে ধরেন। [640, 1462, 966, 1557]
ad-jsc-branches: উদ্ভাসের সকল শাখায় [1442, 1612, 1519, 1624]
headline[interactable]: ডেঙ্গু নিয়ে নির্দেশনা প্রাথমিক ও গণশিক্ষা মন্ত্রণালয়ের [1015, 836, 1168, 900]
gov-signatory-name: এ. কে. এম. শফিকুজ্জামান [1397, 2268, 1496, 2279]
byline: নিজস্ব প্রতিবেদক [404, 212, 485, 227]
ad-jsc-phone[interactable]: ০১৭১৩২৩৬৯৮০ [1435, 1672, 1526, 1704]
body: আওয়ামী লীগের উপদেষ্টা পরিষদের সদস্য তোফায়েল আহমেদ বলেছেন, শেখ কামাল শুধু দেশের নয়, রাজনৈতিক নেতার ছেলে হিসেবে তার মধ্যে কোনো অহমিকাবোধ ছিল না। শেখ কামাল ছিলেন সংস্কৃতি ও ক্রীড়ার অনন্য সংগঠক। গতকাল শেখ কামালের জন্মদিন উপলক্ষে আয়োজিত আলোচনা সভায় তিনি এসব কথা বলেন। [985, 238, 1198, 365]
headline[interactable]: জামিন চেয়ে ওসি মোয়াজ্জেমের ফের আবেদন [408, 557, 616, 603]
story-share-fall [1217, 1351, 1425, 1466]
column-4 [985, 133, 1198, 1806]
body: (শেষের পৃষ্ঠার পর) টাকা ঘুষ গ্রহণের মামলায় দুদকের দায়ের করা অভিযোগে নাজমুল হুদা ও তার স্ত্রী সিগমা হুদার বিরুদ্ধে অভিযোগপত্র দাখিল করা হয়। আদালত সাক্ষ্য গ্রহণ শেষে রায় ঘোষণার দিন ধার্য করেন। মামলার অভিযোগে বলা হয়, বিএনপি সরকারের সময়ে যোগাযোগমন্ত্রী থাকাকালে ক্ষমতার অপব্যবহার করে ঘুষ গ্রহণ করা হয়েছিল। রাষ্ট্রপক্ষের আইনজীবী জানান, সাক্ষীদের জবানবন্দিতে অভিযোগ প্রমাণিত হয়েছে। আসামিপক্ষের আইনজীবী অভিযোগ অস্বীকার করে বলেন, মামলাটি রাজনৈতিক উদ্দেশ্যপ্রণোদিত। [640, 452, 966, 579]
ad-jsc-offer: ৮টি প্রশ্নব্যাংক ফ্রি [1435, 1592, 1526, 1608]
body: আওয়ামী লীগের উপদেষ্টা পরিষদের সদস্য তোফায়েল আহমেদ বলেছেন, শেখ কামাল শুধু দেশের নয়, রাজনৈতিক নেতার ছেলে হিসেবে তার মধ্যে কোনো অহমিকাবোধ ছিল না। শেখ কামাল ছিলেন সংস্কৃতি ও ক্রীড়ার অনন্য সংগঠক। গতকাল শেখ কামালের জন্মদিন উপলক্ষে আয়োজিত আলোচনা সভায় তিনি এসব কথা বলেন। [985, 373, 1198, 500]
body: (শেষের পৃষ্ঠার পর) বই ছাপাতে পৌঁছেছে। তবে এ অর্থবছরে প্রকৃতির কারণে পাঠ্যবই ছাপার কাজে একটি জটিলতা দেখা দিয়েছে। নিম্নমানের কাগজে বই ছাপানোর অভিযোগে একাধিক মুদ্রণ প্রতিষ্ঠানকে কালো তালিকাভুক্ত করা হয়েছে। জাতীয় শিক্ষাক্রম ও পাঠ্যপুস্তক বোর্ড জানিয়েছে, মান নিয়ন্ত্রণে কঠোর নজরদারি চালানো হচ্ছে এবং নির্ধারিত সময়ের মধ্যে শিক্ষার্থীদের হাতে নতুন বই পৌঁছে দেওয়া হবে। বোর্ডের চেয়ারম্যান বলেন, পরিদর্শন দল প্রতিটি ছাপাখানায় কাগজের মান যাচাই করছে। কোনো অনিয়ম পাওয়া গেলে সংশ্লিষ্টদের বিরুদ্ধে ব্যবস্থা নেওয়া হবে। [640, 645, 966, 788]
body: (শেষের পৃষ্ঠার পর) স্বজনরা জানান, এখনো তার কোনো খোঁজ মেলেনি। [1217, 1508, 1425, 1538]
headline[interactable]: তারেক-ফখরুলসহ [1308, 252, 1437, 273]
